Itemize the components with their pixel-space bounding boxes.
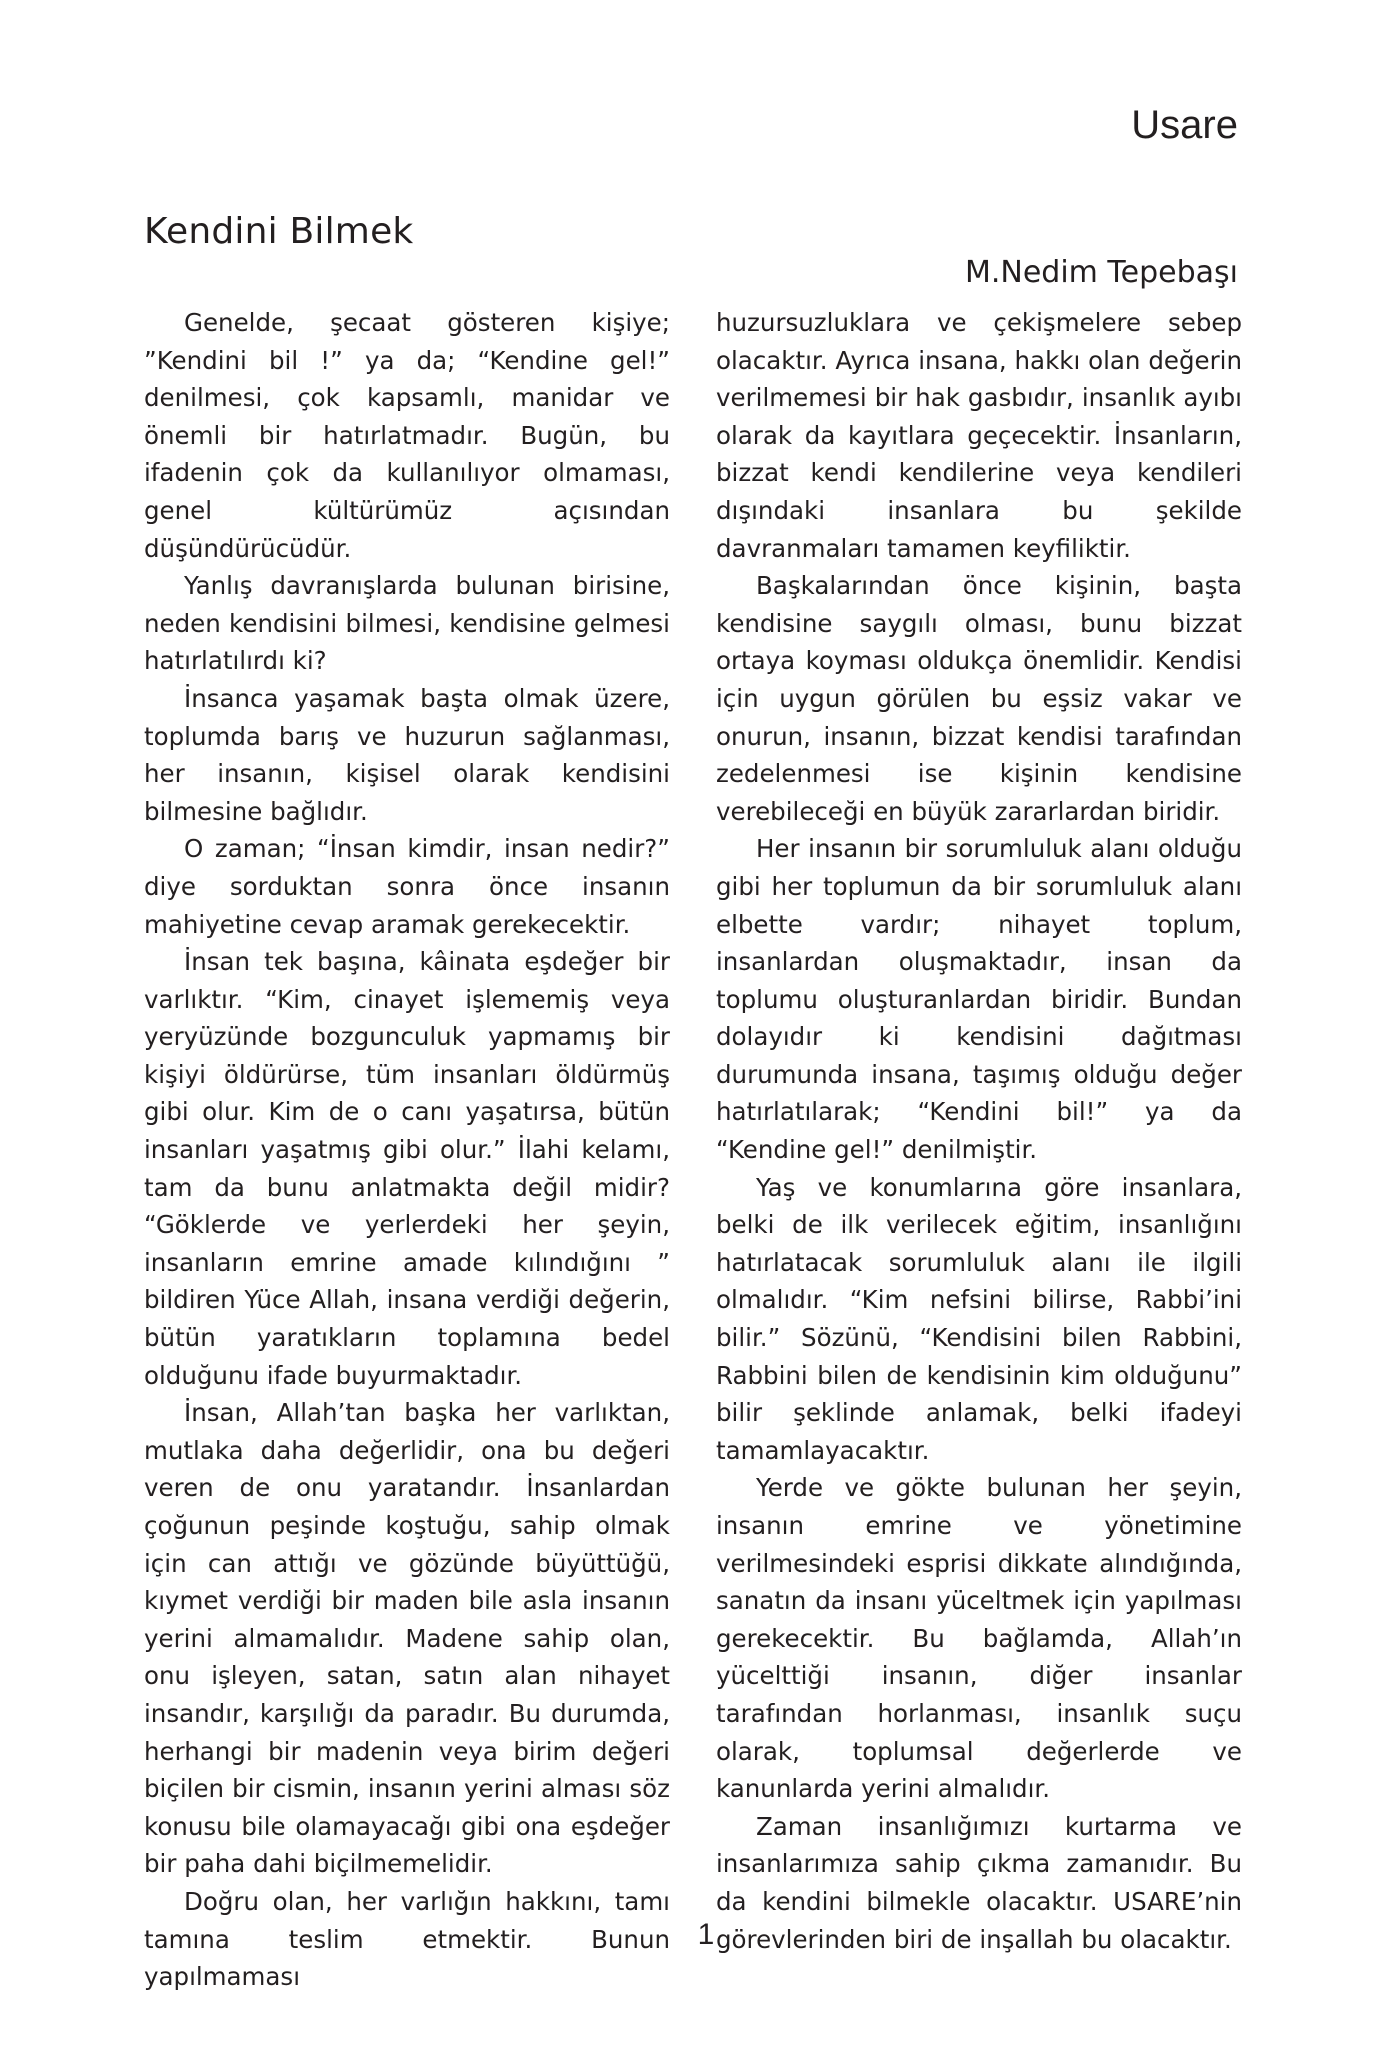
paragraph: Yaş ve konumlarına göre insanlara, belki de ilk verilecek eğitim, insanlığını hatırlatacak sorumluluk alanı ile ilgili olmalıdır. “Kim nefsini bilirse, Rabbi’ini bilir.” Sözünü, “Kendisini bilen Rabbini, Rabbini bilen de kendisinin kim olduğunu” bilir şeklinde anlamak, belki ifadeyi tamamlayacaktır. <box>716 1172 1242 1465</box>
paragraph: Her insanın bir sorumluluk alanı olduğu gibi her toplumun da bir sorumluluk alanı elbette vardır; nihayet toplum, insanlardan oluşmaktadır, insan da toplumu oluşturanlardan biridir. Bundan dolayıdır ki kendisini dağıtması durumunda insana, taşımış olduğu değer hatırlatılarak; “Kendini bil!” ya da “Kendine gel!” denilmiştir. <box>716 834 1242 1165</box>
journal-title: Usare <box>1131 103 1238 147</box>
paragraph: O zaman; “İnsan kimdir, insan nedir?” diye sorduktan sonra önce insanın mahiyetine cevap aramak gerekecektir. <box>144 834 670 939</box>
article-author: M.Nedim Tepebaşı <box>964 255 1238 290</box>
paragraph: Başkalarından önce kişinin, başta kendisine saygılı olması, bunu bizzat ortaya koyması oldukça önemlidir. Kendisi için uygun görülen bu eşsiz vakar ve onurun, insanın, bizzat kendisi tarafından zedelenmesi ise kişinin kendisine verebileceği en büyük zararlardan biridir. <box>716 571 1242 826</box>
paragraph: İnsan tek başına, kâinata eşdeğer bir varlıktır. “Kim, cinayet işlememiş veya yeryüzünde bozgunculuk yapmamış bir kişiyi öldürürse, tüm insanları öldürmüş gibi olur. Kim de o canı yaşatırsa, bütün insanları yaşatmış gibi olur.” İlahi kelamı, tam da bunu anlatmakta değil midir? “Göklerde ve yerlerdeki her şeyin, insanların emrine amade kılındığını ” bildiren Yüce Allah, insana verdiği değerin, bütün yaratıkların toplamına bedel olduğunu ifade buyurmaktadır. <box>144 947 670 1390</box>
paragraph: İnsanca yaşamak başta olmak üzere, toplumda barış ve huzurun sağlanması, her insanın, kişisel olarak kendisini bilmesine bağlıdır. <box>144 683 670 826</box>
left-column <box>144 304 670 1996</box>
paragraph: İnsan, Allah’tan başka her varlıktan, mutlaka daha değerlidir, ona bu değeri veren de onu yaratandır. İnsanlardan çoğunun peşinde koştuğu, sahip olmak için can attığı ve gözünde büyüttüğü, kıymet verdiği bir maden bile asla insanın yerini almamalıdır. Madene sahip olan, onu işleyen, satan, satın alan nihayet insandır, karşılığı da paradır. Bu durumda, herhangi bir madenin veya birim değeri biçilen bir cismin, insanın yerini alması söz konusu bile olamayacağı gibi ona eşdeğer bir paha dahi biçilmemelidir. <box>144 1398 670 1879</box>
paragraph: Yanlış davranışlarda bulunan birisine, neden kendisini bilmesi, kendisine gelmesi hatırlatılırdı ki? <box>144 571 670 676</box>
paragraph: Yerde ve gökte bulunan her şeyin, insanın emrine ve yönetimine verilmesindeki esprisi dikkate alındığında, sanatın da insanı yüceltmek için yapılması gerekecektir. Bu bağlamda, Allah’ın yücelttiği insanın, diğer insanlar tarafından horlanması, insanlık suçu olarak, toplumsal değerlerde ve kanunlarda yerini almalıdır. <box>716 1473 1242 1804</box>
paragraph: Doğru olan, her varlığın hakkını, tamı tamına teslim etmektir. Bunun yapılmaması <box>144 1886 670 1992</box>
right-column <box>716 304 1242 1958</box>
paragraph-continued: huzursuzluklara ve çekişmelere sebep olacaktır. Ayrıca insana, hakkı olan değerin verilmemesi bir hak gasbıdır, insanlık ayıbı olarak da kayıtlara geçecektir. İnsanların, bizzat kendi kendilerine veya kendileri dışındaki insanlara bu şekilde davranmaları tamamen keyfiliktir. <box>716 308 1242 563</box>
article-title: Kendini Bilmek <box>144 211 414 252</box>
page-number: 1 <box>697 1918 715 1951</box>
paragraph: Genelde, şecaat gösteren kişiye; ”Kendini bil !” ya da; “Kendine gel!” denilmesi, çok kapsamlı, manidar ve önemli bir hatırlatmadır. Bugün, bu ifadenin çok da kullanılıyor olmaması, genel kültürümüz açısından düşündürücüdür. <box>144 308 670 563</box>
paragraph: Zaman insanlığımızı kurtarma ve insanlarımıza sahip çıkma zamanıdır. Bu da kendini bilmekle olacaktır. USARE’nin görevlerinden biri de inşallah bu olacaktır. <box>716 1811 1242 1954</box>
